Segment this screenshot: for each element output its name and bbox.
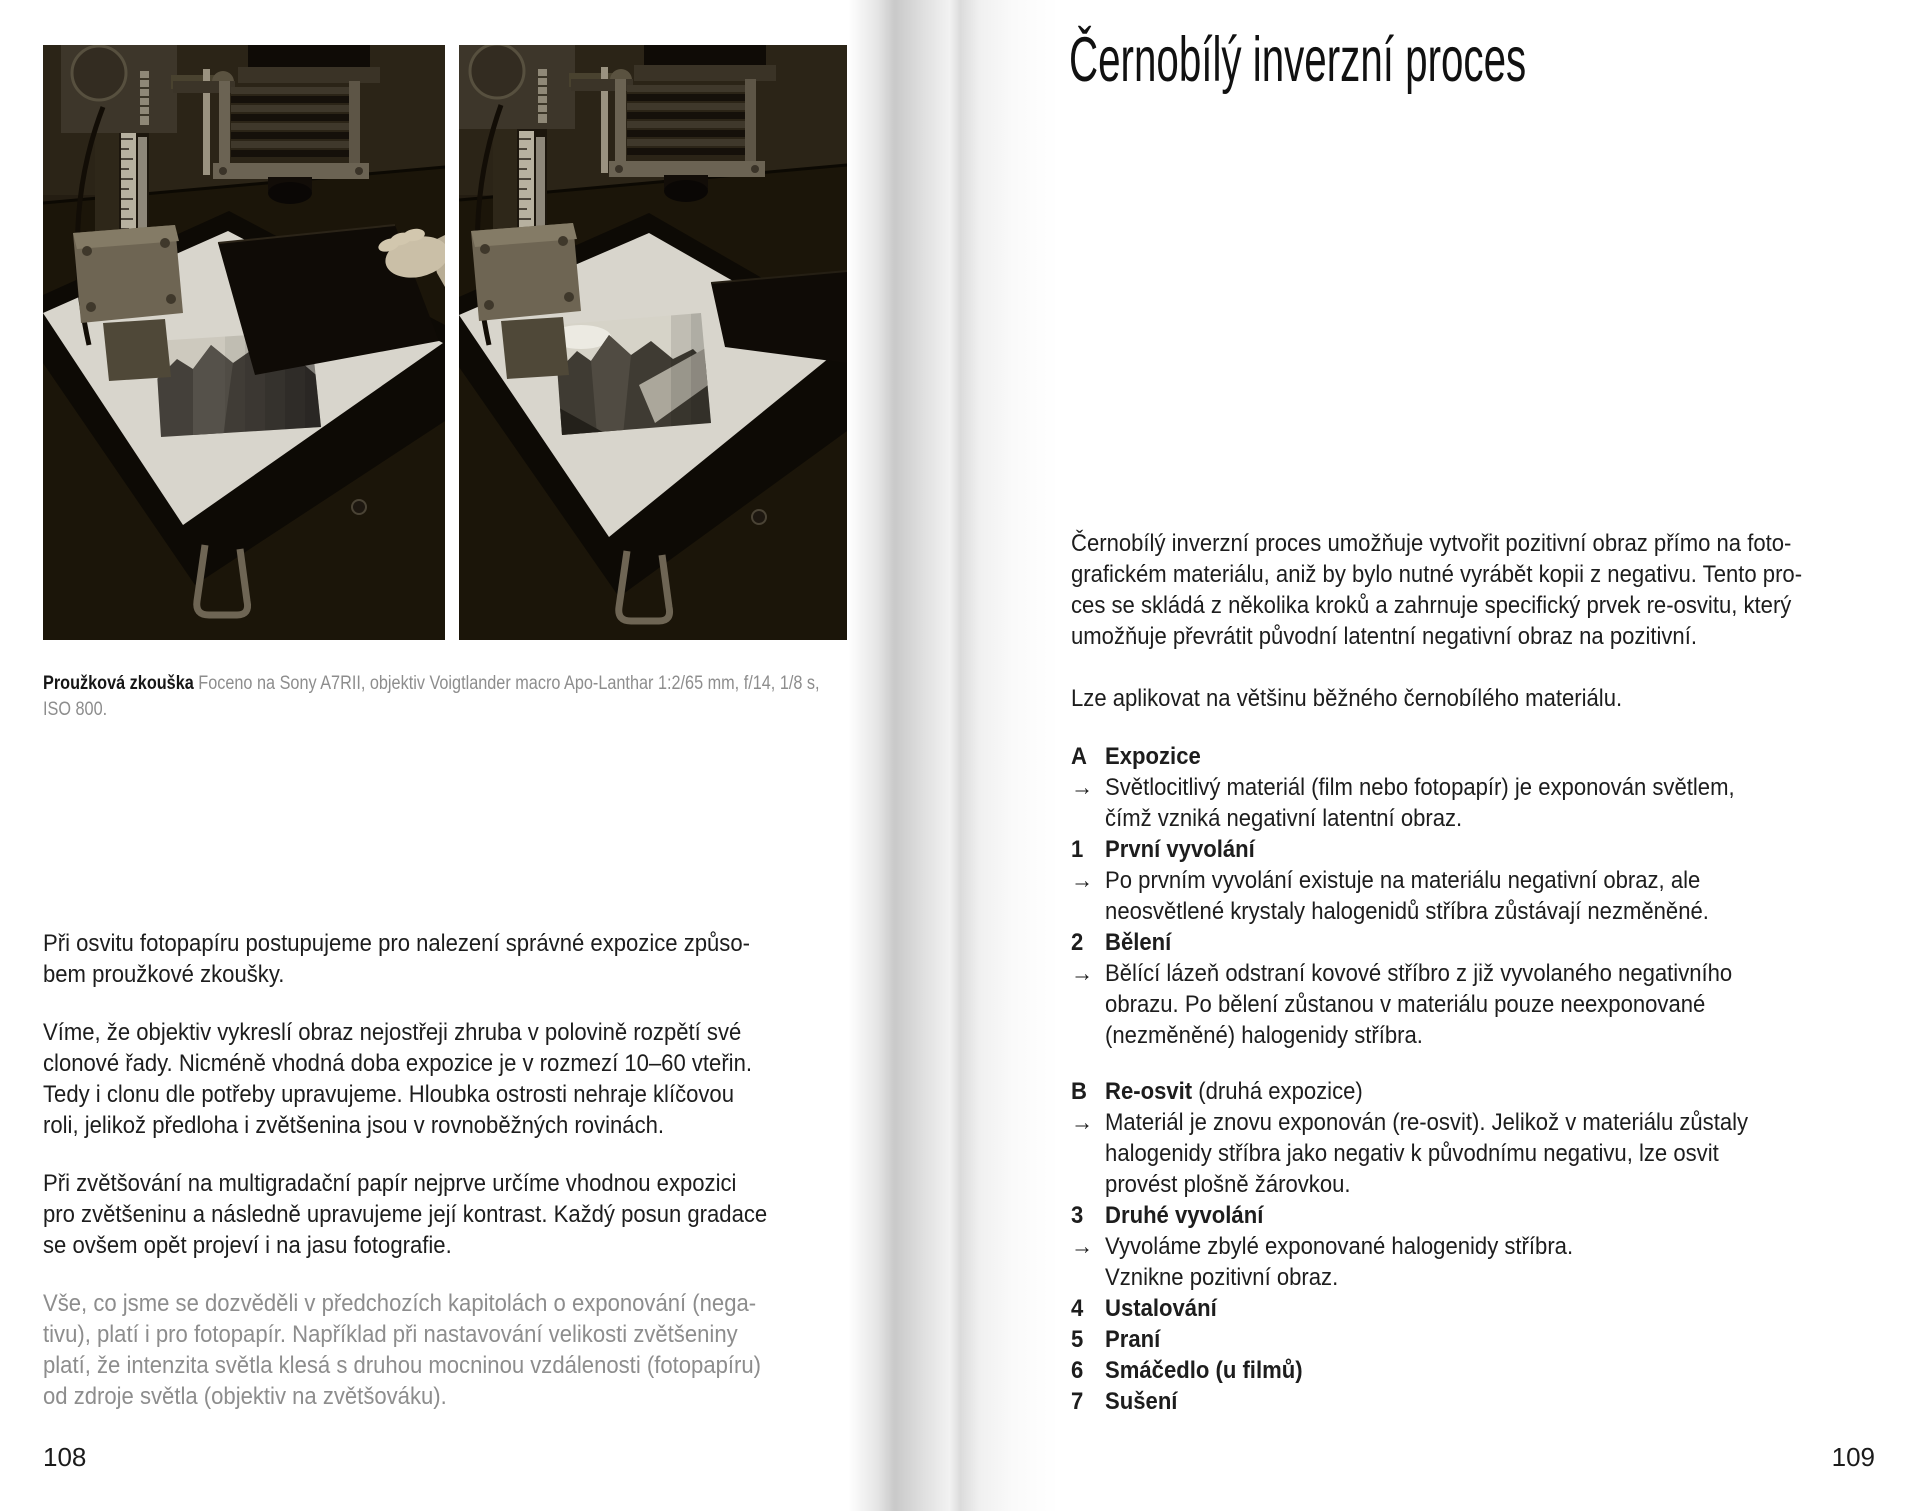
process-step-row xyxy=(1071,1386,1884,1417)
page-number-right: 109 xyxy=(1831,1442,1875,1472)
text-line: Vše, co jsme se dozvěděli v předchozích kapitolách o exponování (nega- xyxy=(43,1290,757,1317)
step-marker: 3 xyxy=(1071,1202,1084,1229)
step-marker: 4 xyxy=(1071,1295,1084,1322)
text-line: bem proužkové zkoušky. xyxy=(43,961,285,988)
step-marker xyxy=(1071,896,1105,927)
process-step-row xyxy=(1071,1169,1884,1200)
step-marker: A xyxy=(1071,743,1087,770)
test-strip-print xyxy=(551,305,711,443)
step-marker: 5 xyxy=(1071,1326,1084,1353)
step-text: Materiál je znovu exponován (re-osvit). Jelikož v materiálu zůstaly xyxy=(1105,1109,1749,1136)
photo-test-strip-revealed xyxy=(459,45,847,640)
text-line: platí, že intenzita světla klesá s druhou mocninou vzdálenosti (fotopapíru) xyxy=(43,1352,762,1379)
step-text: Ustalování xyxy=(1105,1295,1217,1322)
photo-test-strip-covered xyxy=(43,45,445,640)
baseboard-screw xyxy=(752,510,766,524)
step-text: Bělení xyxy=(1105,929,1172,956)
text-line: roli, jelikož předloha i zvětšenina jsou v rovnoběžných rovinách. xyxy=(43,1112,665,1139)
process-step-row xyxy=(1071,1107,1884,1138)
chapter-note: Lze aplikovat na většinu běžného černobílého materiálu. xyxy=(1071,685,1623,712)
step-text: Světlocitlivý materiál (film nebo fotopapír) je exponován světlem, xyxy=(1105,774,1735,801)
process-step-row xyxy=(1071,834,1884,865)
left-text-column xyxy=(43,928,856,1439)
process-step-row xyxy=(1071,1231,1884,1262)
text-line: Při zvětšování na multigradační papír nejprve určíme vhodnou expozici xyxy=(43,1170,737,1197)
process-step-row xyxy=(1071,1020,1884,1051)
step-text: Bělící lázeň odstraní kovové stříbro z již vyvolaného negativního xyxy=(1105,960,1733,987)
step-text: Smáčedlo (u filmů) xyxy=(1105,1357,1303,1384)
process-step-row xyxy=(1071,772,1884,803)
body-paragraph xyxy=(43,1288,856,1412)
step-text: Sušení xyxy=(1105,1388,1178,1415)
text-line: Černobílý inverzní proces umožňuje vytvořit pozitivní obraz přímo na foto- xyxy=(1071,530,1792,557)
book-gutter-fold xyxy=(848,0,1060,1511)
text-line: grafickém materiálu, aniž by bylo nutné vyrábět kopii z negativu. Tento pro- xyxy=(1071,561,1803,588)
figure-caption xyxy=(43,671,848,723)
arrow-marker: → xyxy=(1071,960,1094,987)
step-marker xyxy=(1071,989,1105,1020)
step-text: provést plošně žárovkou. xyxy=(1105,1171,1351,1198)
text-line: Při osvitu fotopapíru postupujeme pro nalezení správné expozice způso- xyxy=(43,930,750,957)
process-step-row xyxy=(1071,927,1884,958)
figure-photos xyxy=(43,45,847,640)
text-line: clonové řady. Nicméně vhodná doba expozice je v rozmezí 10–60 vteřin. xyxy=(43,1050,753,1077)
body-paragraph xyxy=(43,1017,856,1141)
step-text: Po prvním vyvolání existuje na materiálu negativní obraz, ale xyxy=(1105,867,1701,894)
text-line: pro zvětšeninu a následně upravujeme její kontrast. Každý posun gradace xyxy=(43,1201,768,1228)
process-steps-list xyxy=(1071,741,1884,1417)
process-step-row xyxy=(1071,989,1884,1020)
process-step-row xyxy=(1071,1293,1884,1324)
text-line: se ovšem opět projeví i na jasu fotografie. xyxy=(43,1232,452,1259)
page-number-left: 108 xyxy=(43,1442,87,1472)
process-step-row xyxy=(1071,1076,1884,1107)
caption-title: Proužková zkouška xyxy=(43,673,194,694)
arrow-marker: → xyxy=(1071,1233,1094,1260)
step-text: neosvětlené krystaly halogenidů stříbra zůstávají nezměněné. xyxy=(1105,898,1709,925)
step-marker: 2 xyxy=(1071,929,1084,956)
step-text: Re-osvit (druhá expozice) xyxy=(1105,1078,1363,1105)
process-step-row xyxy=(1071,1138,1884,1169)
text-line: umožňuje převrátit původní latentní negativní obraz na pozitivní. xyxy=(1071,623,1697,650)
step-text: Praní xyxy=(1105,1326,1161,1353)
body-paragraph xyxy=(43,928,856,990)
step-text: (nezměněné) halogenidy stříbra. xyxy=(1105,1022,1423,1049)
step-text: První vyvolání xyxy=(1105,836,1255,863)
step-marker xyxy=(1071,803,1105,834)
arrow-marker: → xyxy=(1071,1109,1094,1136)
step-marker xyxy=(1071,1262,1105,1293)
text-line: ces se skládá z několika kroků a zahrnuje specifický prvek re-osvitu, který xyxy=(1071,592,1792,619)
process-step-row xyxy=(1071,865,1884,896)
chapter-intro xyxy=(1071,528,1884,652)
body-paragraph xyxy=(43,1168,856,1261)
process-step-row xyxy=(1071,741,1884,772)
step-marker xyxy=(1071,1138,1105,1169)
step-marker: B xyxy=(1071,1078,1087,1105)
process-step-row xyxy=(1071,1262,1884,1293)
step-text: Druhé vyvolání xyxy=(1105,1202,1264,1229)
enlarger-lens xyxy=(268,182,312,204)
text-line: od zdroje světla (objektiv na zvětšováku). xyxy=(43,1383,447,1410)
arrow-marker: → xyxy=(1071,774,1094,801)
chapter-title: Černobílý inverzní proces xyxy=(1069,25,1527,95)
step-marker: 6 xyxy=(1071,1357,1084,1384)
process-step-row xyxy=(1071,958,1884,989)
text-line: tivu), platí i pro fotopapír. Například při nastavování velikosti zvětšeniny xyxy=(43,1321,738,1348)
process-step-row xyxy=(1071,803,1884,834)
step-marker xyxy=(1071,1169,1105,1200)
step-text: Vyvoláme zbylé exponované halogenidy stříbra. xyxy=(1105,1233,1574,1260)
text-line: Tedy i clonu dle potřeby upravujeme. Hloubka ostrosti nehraje klíčovou xyxy=(43,1081,734,1108)
process-step-row xyxy=(1071,1324,1884,1355)
step-text: halogenidy stříbra jako negativ k původnímu negativu, lze osvit xyxy=(1105,1140,1719,1167)
step-marker xyxy=(1071,1020,1105,1051)
arrow-marker: → xyxy=(1071,867,1094,894)
process-step-row xyxy=(1071,1200,1884,1231)
step-marker: 1 xyxy=(1071,836,1084,863)
list-spacer xyxy=(1071,1051,1884,1076)
text-line: Víme, že objektiv vykreslí obraz nejostřeji zhruba v polovině rozpětí své xyxy=(43,1019,742,1046)
enlarger-lens xyxy=(664,180,708,202)
step-text: Expozice xyxy=(1105,743,1201,770)
process-step-row xyxy=(1071,896,1884,927)
baseboard-screw xyxy=(352,500,366,514)
step-text: obrazu. Po bělení zůstanou v materiálu pouze neexponované xyxy=(1105,991,1706,1018)
process-step-row xyxy=(1071,1355,1884,1386)
step-marker: 7 xyxy=(1071,1388,1084,1415)
step-text: Vznikne pozitivní obraz. xyxy=(1105,1264,1339,1291)
caption-text: Foceno na Sony A7RII, objektiv Voigtlander macro Apo-Lanthar 1:2/65 mm, f/14, 1/8 s, ISO 800. xyxy=(43,673,820,720)
step-text: čímž vzniká negativní latentní obraz. xyxy=(1105,805,1463,832)
